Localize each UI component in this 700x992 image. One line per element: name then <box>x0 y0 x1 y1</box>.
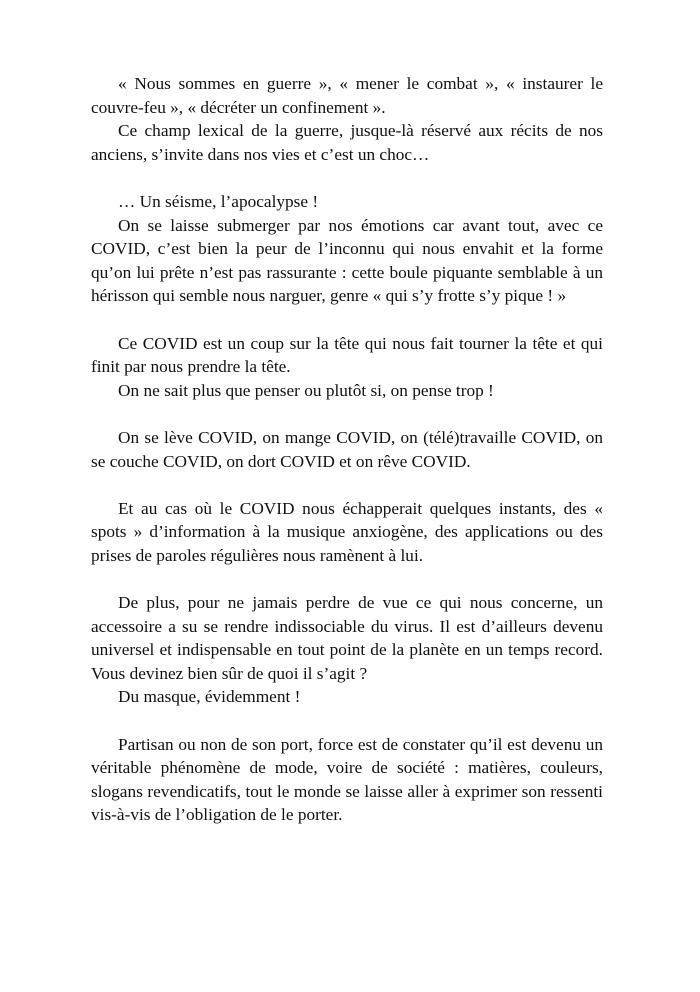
paragraph: Ce COVID est un coup sur la tête qui nous fait tourner la tête et qui finit par nous prendre la tête. <box>91 333 603 377</box>
paragraph-spacer <box>91 567 603 591</box>
paragraph: … Un séisme, l’apocalypse ! <box>118 191 319 211</box>
paragraph-spacer <box>91 166 603 190</box>
paragraph: De plus, pour ne jamais perdre de vue ce qui nous concerne, un accessoire a su se rendre indissociable du virus. Il est d’ailleurs devenu universel et indispensable en tout point de la planète en un temps record. Vous devinez bien sûr de quoi il s’agit ? <box>91 593 603 683</box>
paragraph-spacer <box>91 402 603 426</box>
paragraph: On se lève COVID, on mange COVID, on (télé)travaille COVID, on se couche COVID, on dort COVID et on rêve COVID. <box>91 427 603 471</box>
paragraph: On se laisse submerger par nos émotions car avant tout, avec ce COVID, c’est bien la peur de l’inconnu qui nous envahit et la forme qu’on lui prête n’est pas rassurante : cette boule piquante semblable à un hérisson qui semble nous narguer, genre « qui s’y frotte s’y pique ! » <box>91 215 603 306</box>
paragraph: On ne sait plus que penser ou plutôt si, on pense trop ! <box>118 380 494 400</box>
paragraph: Ce champ lexical de la guerre, jusque-là réservé aux récits de nos anciens, s’invite dans nos vies et c’est un choc… <box>91 121 603 164</box>
document-page <box>91 72 603 827</box>
paragraph-spacer <box>91 473 603 497</box>
paragraph: Partisan ou non de son port, force est de constater qu’il est devenu un véritable phénomène de mode, voire de société : matières, couleurs, slogans revendicatifs, tout le monde se laisse aller à exprimer son ressenti vis-à-vis de l’obligation de le porter. <box>91 734 603 825</box>
paragraph: « Nous sommes en guerre », « mener le combat », « instaurer le couvre-feu », « décréter un confinement ». <box>91 74 603 117</box>
paragraph-spacer <box>91 308 603 332</box>
paragraph: Et au cas où le COVID nous échapperait quelques instants, des « spots » d’information à la musique anxiogène, des applications ou des prises de paroles régulières nous ramènent à lui. <box>91 498 603 565</box>
paragraph: Du masque, évidemment ! <box>118 687 301 707</box>
paragraph-spacer <box>91 709 603 733</box>
